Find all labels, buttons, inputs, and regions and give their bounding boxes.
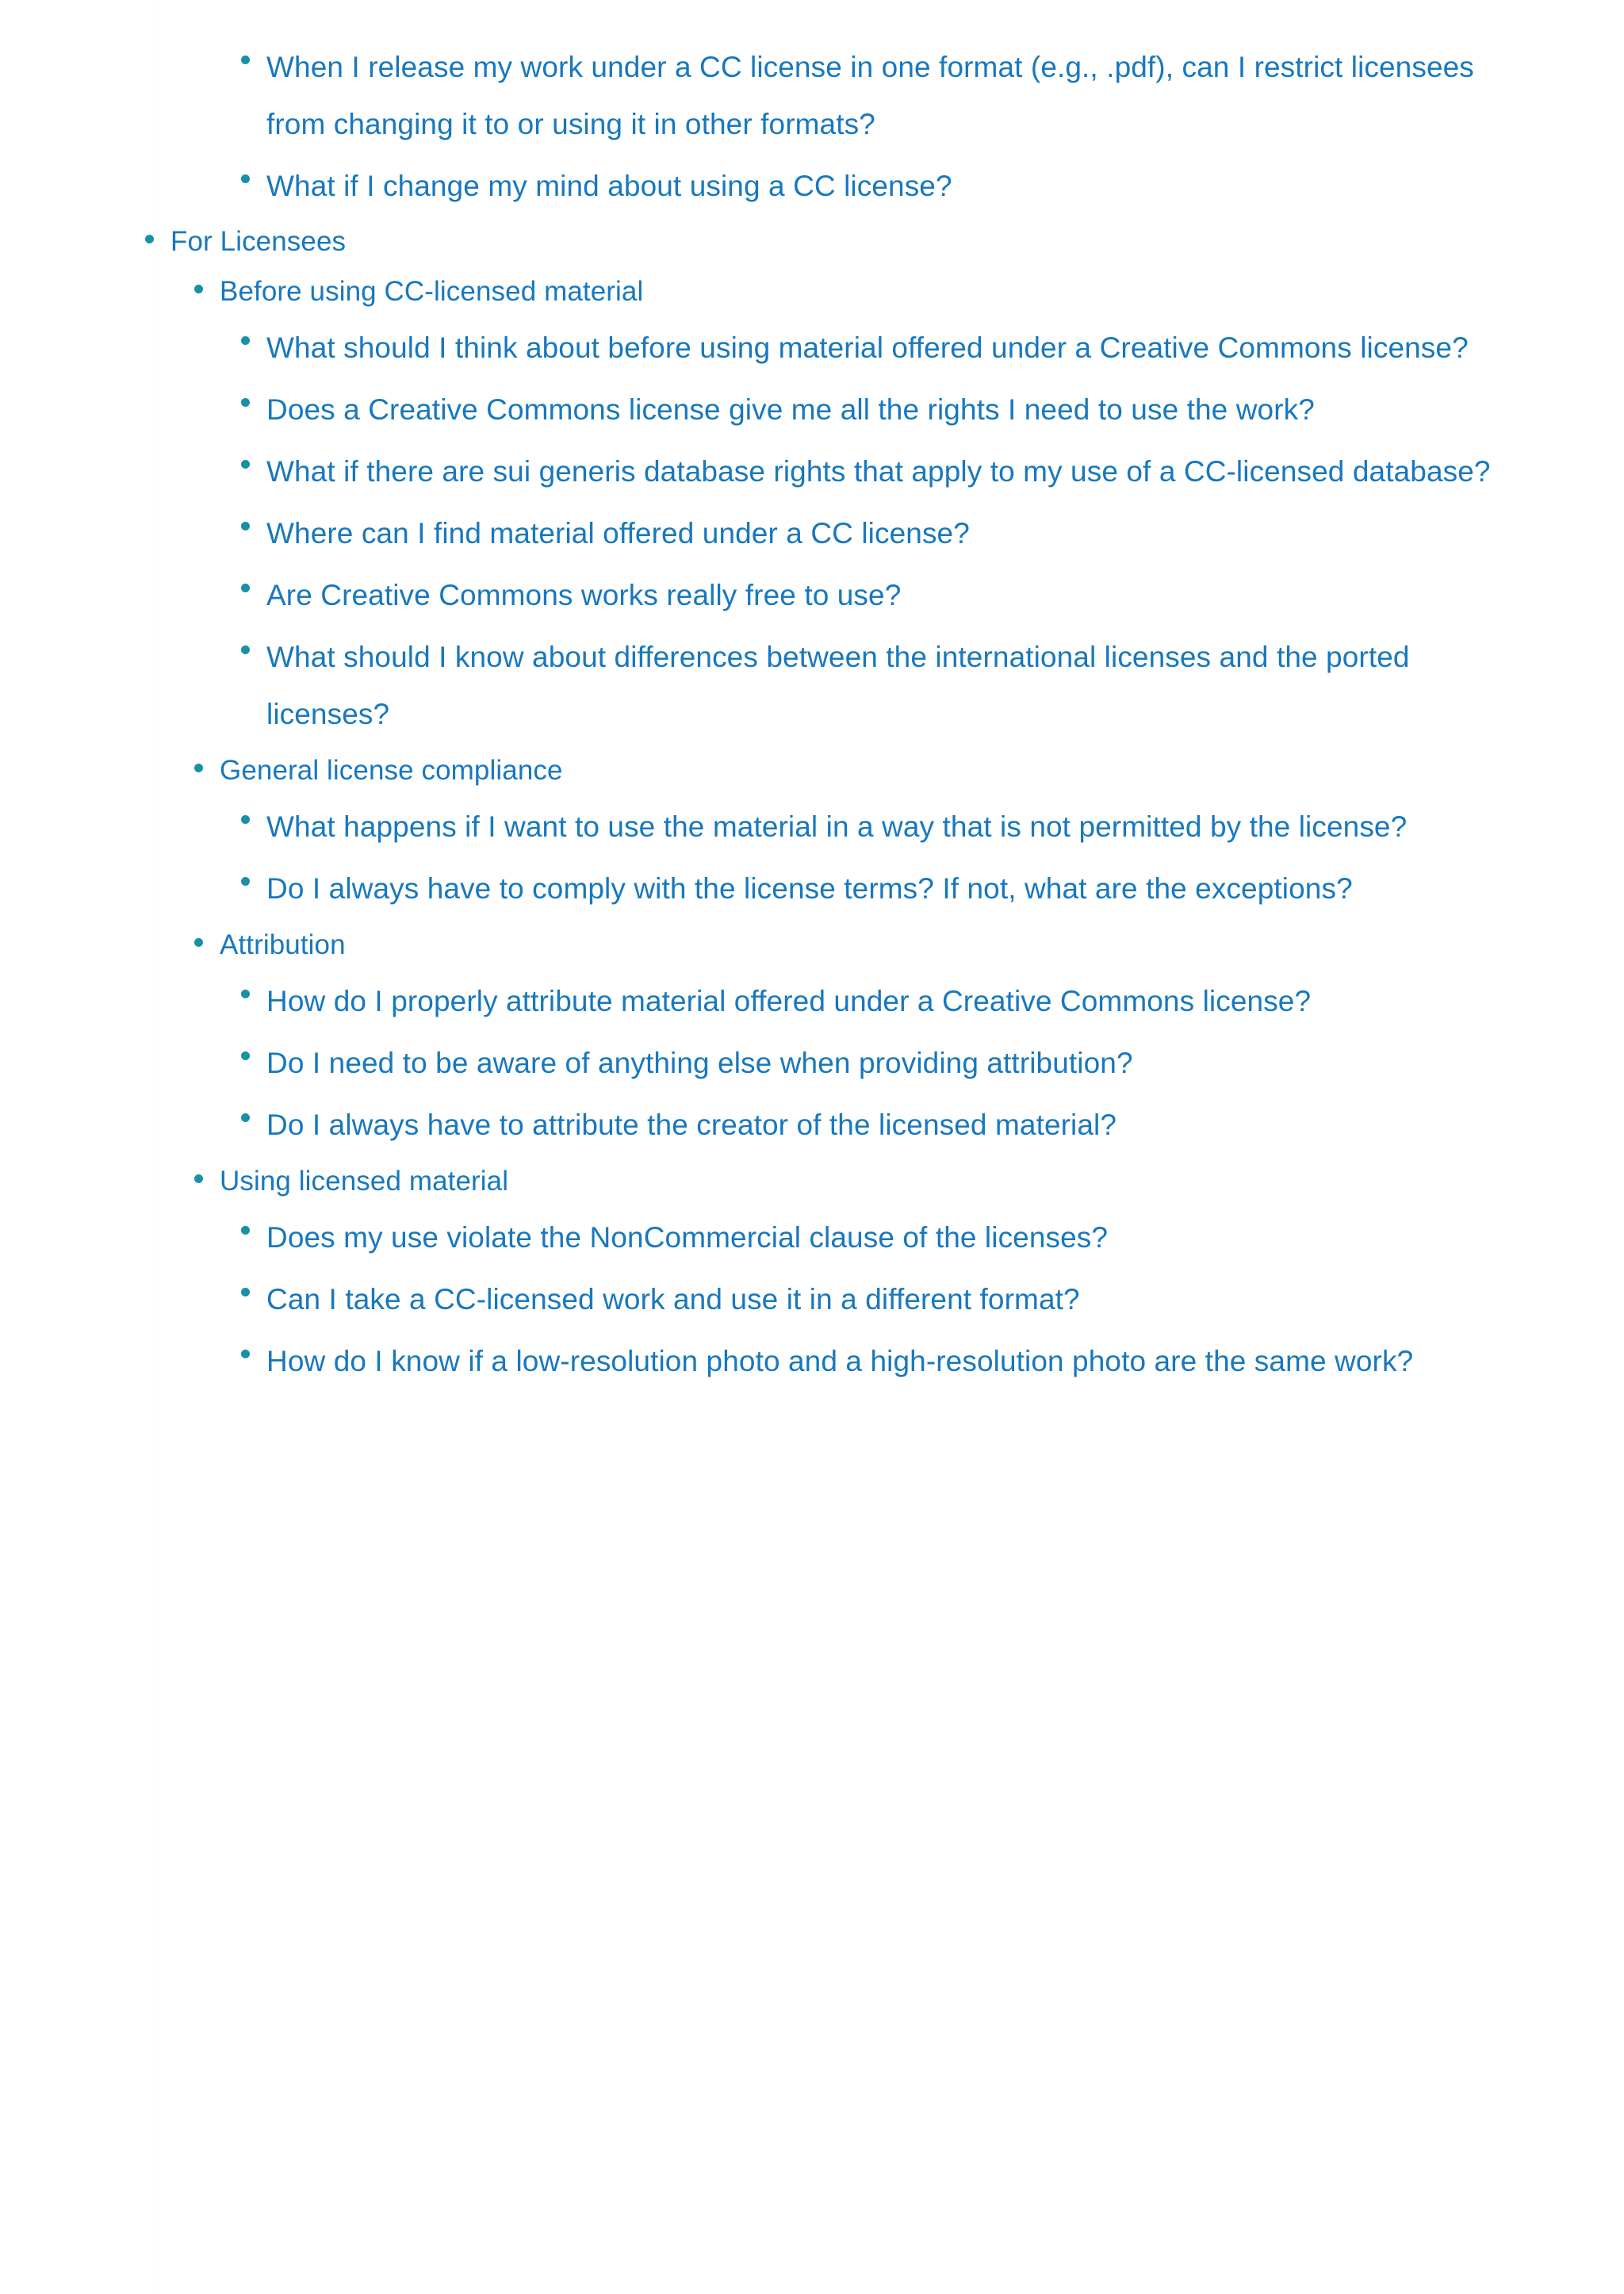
toc-link[interactable]: Do I always have to attribute the creator of the licensed material? [266, 1109, 1117, 1141]
toc-entry-row [0, 266, 1624, 317]
toc-link[interactable]: What should I think about before using material offered under a Creative Commons license? [266, 331, 1469, 364]
toc-group-before-using [0, 266, 1624, 745]
bullet-icon [241, 1113, 250, 1122]
bullet-icon [194, 938, 203, 947]
toc-entry-row [0, 441, 1624, 503]
toc-entry-row [0, 1032, 1624, 1094]
toc-link[interactable]: How do I know if a low-resolution photo and a high-resolution photo are the same work? [266, 1345, 1414, 1377]
toc-root-list [0, 36, 1624, 1392]
toc-entry-row [0, 1094, 1624, 1156]
toc-sublist [0, 317, 1624, 745]
toc-entry [0, 1094, 1624, 1156]
toc-entry-row [0, 1207, 1624, 1269]
bullet-icon [194, 764, 203, 772]
toc-link[interactable]: Do I need to be aware of anything else when providing attribution? [266, 1047, 1133, 1079]
toc-entry [0, 1032, 1624, 1094]
toc-entry [0, 441, 1624, 503]
toc-entry [0, 317, 1624, 379]
toc-link[interactable]: Does my use violate the NonCommercial clause of the licenses? [266, 1221, 1109, 1254]
bullet-icon [241, 584, 250, 592]
bullet-icon [241, 1288, 250, 1296]
toc-entry-row [0, 217, 1624, 266]
bullet-icon [241, 460, 250, 469]
toc-entry-row [0, 920, 1624, 971]
toc-link[interactable]: What should I know about differences between the international licenses and the ported licenses? [266, 641, 1410, 730]
toc-entry-row [0, 565, 1624, 626]
toc-entry-row [0, 1269, 1624, 1331]
toc-entry-row [0, 379, 1624, 441]
toc-link[interactable]: Before using CC-licensed material [220, 276, 644, 307]
toc-entry [0, 1269, 1624, 1331]
toc-link[interactable]: What happens if I want to use the material in a way that is not permitted by the license? [266, 810, 1408, 843]
toc-link[interactable]: Can I take a CC-licensed work and use it in a different format? [266, 1283, 1080, 1316]
toc-link[interactable]: Do I always have to comply with the license terms? If not, what are the exceptions? [266, 872, 1353, 905]
bullet-icon [241, 174, 250, 183]
toc-entry [0, 155, 1624, 217]
bullet-icon [241, 398, 250, 407]
toc-entry [0, 858, 1624, 920]
toc-entry [0, 1331, 1624, 1392]
toc-link[interactable]: What if I change my mind about using a CC license? [266, 170, 952, 202]
toc-link[interactable]: Using licensed material [220, 1166, 509, 1197]
toc-entry-row [0, 155, 1624, 217]
bullet-icon [241, 815, 250, 824]
toc-entry-row [0, 317, 1624, 379]
toc-link[interactable]: When I release my work under a CC license in one format (e.g., .pdf), can I restrict licensees from changing it to or using it in other formats? [266, 51, 1474, 140]
bullet-icon [241, 1350, 250, 1358]
bullet-icon [145, 235, 154, 243]
toc-group-general-license-compliance [0, 745, 1624, 920]
toc-entry [0, 565, 1624, 626]
bullet-icon [241, 877, 250, 886]
bullet-icon [194, 285, 203, 293]
bullet-icon [241, 645, 250, 654]
toc-entry [0, 36, 1624, 155]
toc-entry [0, 796, 1624, 858]
toc-link[interactable]: How do I properly attribute material offered under a Creative Commons license? [266, 985, 1312, 1017]
toc-entry-row [0, 858, 1624, 920]
toc-entry-row [0, 626, 1624, 745]
toc-link[interactable]: Attribution [220, 929, 346, 960]
toc-group-attribution [0, 920, 1624, 1156]
toc-sublist [0, 1207, 1624, 1392]
bullet-icon [241, 336, 250, 345]
toc-link[interactable]: General license compliance [220, 755, 563, 786]
toc-sublist [0, 971, 1624, 1156]
toc-group-using-licensed-material [0, 1156, 1624, 1392]
toc-entry [0, 379, 1624, 441]
toc-link[interactable]: What if there are sui generis database rights that apply to my use of a CC-licensed database? [266, 455, 1491, 488]
toc-link[interactable]: Are Creative Commons works really free to use? [266, 579, 902, 611]
toc-entry-row [0, 503, 1624, 565]
toc-entry-row [0, 1156, 1624, 1207]
toc-link[interactable]: Where can I find material offered under a CC license? [266, 517, 970, 550]
toc-link[interactable]: Does a Creative Commons license give me all the rights I need to use the work? [266, 393, 1315, 426]
toc-sublist [0, 796, 1624, 920]
bullet-icon [241, 1226, 250, 1235]
bullet-icon [241, 1051, 250, 1060]
toc-entry-row [0, 745, 1624, 796]
toc-entry-row [0, 36, 1624, 155]
bullet-icon [241, 522, 250, 530]
toc-entry-row [0, 971, 1624, 1032]
bullet-icon [194, 1174, 203, 1183]
toc-entry-row [0, 796, 1624, 858]
toc-link[interactable]: For Licensees [170, 226, 347, 257]
toc-entry [0, 1207, 1624, 1269]
toc-entry [0, 503, 1624, 565]
bullet-icon [241, 56, 250, 64]
toc-section-for-licensees [0, 217, 1624, 1392]
toc-entry [0, 971, 1624, 1032]
toc-entry-row [0, 1331, 1624, 1392]
toc-entry [0, 626, 1624, 745]
bullet-icon [241, 990, 250, 998]
toc-sublist [0, 266, 1624, 1392]
